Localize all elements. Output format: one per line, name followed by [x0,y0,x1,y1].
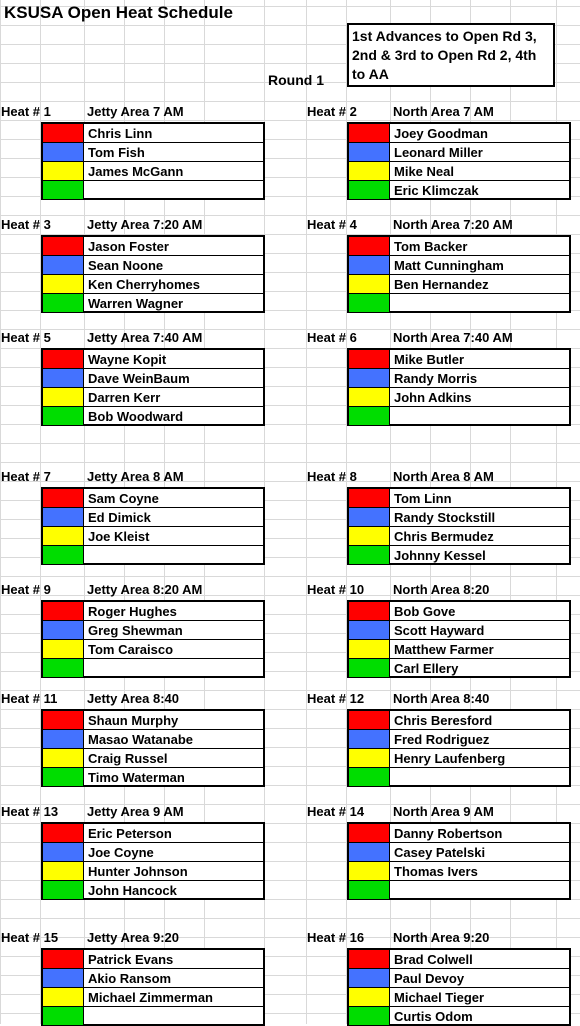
heat-area-time: North Area 9 AM [393,804,494,819]
surfer-name: Roger Hughes [88,604,177,619]
surfer-row [43,181,263,200]
jersey-color-swatch [349,988,390,1006]
surfer-row [43,1007,263,1026]
surfer-name: Thomas Ivers [394,864,478,879]
jersey-color-swatch [349,162,390,180]
surfer-row [43,350,263,369]
heat-roster [347,348,571,426]
heat-area-time: North Area 8 AM [393,469,494,484]
surfer-name: Michael Tieger [394,990,485,1005]
surfer-row [349,621,569,640]
surfer-name: Paul Devoy [394,971,465,986]
surfer-row [43,407,263,426]
jersey-color-swatch [43,407,84,425]
surfer-row [43,768,263,787]
surfer-row [349,369,569,388]
surfer-row [43,162,263,181]
jersey-color-swatch [349,181,390,199]
surfer-row [349,275,569,294]
surfer-row [349,294,569,313]
jersey-color-swatch [349,256,390,274]
surfer-row [43,950,263,969]
surfer-name: Casey Patelski [394,845,486,860]
heat-number: Heat # 10 [307,582,365,597]
jersey-color-swatch [349,388,390,406]
surfer-row [43,388,263,407]
heat-area-time: North Area 7 AM [393,104,494,119]
surfer-row [349,489,569,508]
jersey-color-swatch [43,824,84,842]
jersey-color-swatch [43,969,84,987]
jersey-color-swatch [349,768,390,786]
heat-roster [41,348,265,426]
surfer-name: Sean Noone [88,258,164,273]
surfer-name: Randy Stockstill [394,510,496,525]
surfer-name: Bob Gove [394,604,456,619]
jersey-color-swatch [349,969,390,987]
heat-roster [41,235,265,313]
jersey-color-swatch [43,143,84,161]
surfer-name: Mike Neal [394,164,454,179]
surfer-row [349,143,569,162]
heat-number: Heat # 3 [1,217,51,232]
surfer-row [349,659,569,678]
surfer-name: Mike Butler [394,352,465,367]
surfer-row [349,602,569,621]
surfer-row [349,407,569,426]
jersey-color-swatch [43,730,84,748]
heat-area-time: Jetty Area 7:40 AM [87,330,203,345]
surfer-name: Ben Hernandez [394,277,489,292]
surfer-name: Tom Backer [394,239,468,254]
surfer-name: John Hancock [88,883,177,898]
heat-header [1,216,202,234]
jersey-color-swatch [349,749,390,767]
jersey-color-swatch [43,1007,84,1025]
heat-area-time: North Area 7:20 AM [393,217,513,232]
heat-area-time: Jetty Area 7:20 AM [87,217,203,232]
jersey-color-swatch [349,124,390,142]
surfer-name: Joey Goodman [394,126,488,141]
jersey-color-swatch [349,546,390,564]
surfer-row [349,881,569,900]
jersey-color-swatch [43,350,84,368]
heat-number: Heat # 16 [307,930,365,945]
surfer-row [349,768,569,787]
jersey-color-swatch [43,749,84,767]
surfer-name: Johnny Kessel [394,548,486,563]
surfer-row [43,369,263,388]
jersey-color-swatch [349,824,390,842]
heat-roster [347,122,571,200]
heat-number: Heat # 13 [1,804,59,819]
jersey-color-swatch [349,294,390,312]
surfer-row [43,881,263,900]
surfer-row [349,350,569,369]
jersey-color-swatch [43,768,84,786]
jersey-color-swatch [349,237,390,255]
jersey-color-swatch [349,602,390,620]
surfer-name: Tom Linn [394,491,452,506]
surfer-row [43,711,263,730]
jersey-color-swatch [43,843,84,861]
heat-header [1,329,202,347]
heat-header [307,216,513,234]
surfer-row [43,824,263,843]
round-label: Round 1 [268,72,324,88]
surfer-row [349,256,569,275]
jersey-color-swatch [349,143,390,161]
surfer-name: Warren Wagner [88,296,184,311]
surfer-name: Matt Cunningham [394,258,504,273]
surfer-row [349,181,569,200]
surfer-name: Tom Fish [88,145,145,160]
heat-header [307,468,494,486]
surfer-name: Masao Watanabe [88,732,193,747]
heat-number: Heat # 1 [1,104,51,119]
jersey-color-swatch [349,640,390,658]
surfer-row [349,950,569,969]
heat-roster [347,709,571,787]
heat-roster [347,822,571,900]
heat-number: Heat # 5 [1,330,51,345]
surfer-row [43,294,263,313]
jersey-color-swatch [43,508,84,526]
surfer-name: Akio Ransom [88,971,172,986]
jersey-color-swatch [349,659,390,677]
surfer-name: Randy Morris [394,371,478,386]
jersey-color-swatch [349,881,390,899]
jersey-color-swatch [349,950,390,968]
heat-roster [347,487,571,565]
surfer-name: Patrick Evans [88,952,174,967]
surfer-row [349,1007,569,1026]
jersey-color-swatch [43,256,84,274]
jersey-color-swatch [43,162,84,180]
surfer-name: Fred Rodriguez [394,732,490,747]
surfer-row [43,640,263,659]
jersey-color-swatch [43,181,84,199]
surfer-name: Joe Coyne [88,845,154,860]
surfer-row [43,749,263,768]
jersey-color-swatch [349,350,390,368]
jersey-color-swatch [43,640,84,658]
jersey-color-swatch [43,950,84,968]
jersey-color-swatch [43,275,84,293]
surfer-row [349,527,569,546]
surfer-name: Brad Colwell [394,952,473,967]
jersey-color-swatch [43,294,84,312]
surfer-name: Eric Klimczak [394,183,479,198]
jersey-color-swatch [43,527,84,545]
jersey-color-swatch [349,489,390,507]
heat-number: Heat # 12 [307,691,365,706]
surfer-name: Hunter Johnson [88,864,188,879]
jersey-color-swatch [43,711,84,729]
jersey-color-swatch [43,489,84,507]
heat-header [1,929,179,947]
surfer-row [43,237,263,256]
heat-area-time: North Area 8:40 [393,691,490,706]
surfer-name: Ed Dimick [88,510,151,525]
heat-area-time: North Area 8:20 [393,582,490,597]
surfer-name: Chris Linn [88,126,153,141]
surfer-name: Chris Bermudez [394,529,494,544]
heat-roster [347,235,571,313]
jersey-color-swatch [43,602,84,620]
heat-header [307,929,489,947]
heat-area-time: North Area 7:40 AM [393,330,513,345]
surfer-row [349,969,569,988]
heat-area-time: North Area 9:20 [393,930,490,945]
surfer-name: Eric Peterson [88,826,172,841]
surfer-row [349,640,569,659]
surfer-name: Greg Shewman [88,623,183,638]
surfer-name: Joe Kleist [88,529,150,544]
jersey-color-swatch [43,659,84,677]
surfer-row [43,143,263,162]
jersey-color-swatch [43,862,84,880]
surfer-row [349,988,569,1007]
heat-header [1,581,202,599]
heat-number: Heat # 7 [1,469,51,484]
heat-header [1,468,184,486]
surfer-row [43,969,263,988]
heat-header [307,690,489,708]
advance-note: 1st Advances to Open Rd 3, 2nd & 3rd to Open Rd 2, 4th to AA [347,23,555,87]
surfer-row [349,730,569,749]
surfer-name: Henry Laufenberg [394,751,506,766]
jersey-color-swatch [349,407,390,425]
jersey-color-swatch [349,862,390,880]
heat-number: Heat # 14 [307,804,365,819]
surfer-name: Darren Kerr [88,390,161,405]
surfer-name: Timo Waterman [88,770,185,785]
surfer-name: Leonard Miller [394,145,483,160]
surfer-row [43,659,263,678]
surfer-row [43,602,263,621]
heat-header [1,103,184,121]
heat-header [1,803,184,821]
heat-area-time: Jetty Area 8:40 [87,691,180,706]
surfer-row [349,824,569,843]
surfer-row [349,388,569,407]
surfer-name: Chris Beresford [394,713,493,728]
heat-header [307,103,494,121]
surfer-name: Carl Ellery [394,661,459,676]
surfer-name: Dave WeinBaum [88,371,190,386]
heat-roster [41,709,265,787]
surfer-row [43,124,263,143]
heat-area-time: Jetty Area 8 AM [87,469,184,484]
surfer-row [349,237,569,256]
jersey-color-swatch [349,527,390,545]
surfer-row [43,730,263,749]
jersey-color-swatch [349,843,390,861]
jersey-color-swatch [349,1007,390,1025]
surfer-row [43,843,263,862]
surfer-name: Craig Russel [88,751,168,766]
surfer-name: Sam Coyne [88,491,159,506]
surfer-row [43,988,263,1007]
heat-roster [41,600,265,678]
surfer-row [349,711,569,730]
surfer-row [349,508,569,527]
surfer-name: Tom Caraisco [88,642,174,657]
surfer-name: Jason Foster [88,239,169,254]
surfer-name: Michael Zimmerman [88,990,213,1005]
heat-number: Heat # 15 [1,930,59,945]
page-title: KSUSA Open Heat Schedule [4,3,233,22]
jersey-color-swatch [349,621,390,639]
jersey-color-swatch [43,388,84,406]
heat-header [307,803,494,821]
surfer-name: Scott Hayward [394,623,485,638]
heat-number: Heat # 11 [1,691,58,706]
heat-number: Heat # 2 [307,104,357,119]
surfer-name: Danny Robertson [394,826,503,841]
surfer-row [43,508,263,527]
surfer-name: Matthew Farmer [394,642,494,657]
jersey-color-swatch [43,237,84,255]
surfer-row [349,546,569,565]
surfer-name: James McGann [88,164,184,179]
heat-number: Heat # 8 [307,469,357,484]
jersey-color-swatch [43,988,84,1006]
heat-roster [41,122,265,200]
heat-header [307,581,489,599]
jersey-color-swatch [43,881,84,899]
surfer-name: Ken Cherryhomes [88,277,200,292]
heat-header [307,329,513,347]
heat-area-time: Jetty Area 7 AM [87,104,184,119]
surfer-name: Shaun Murphy [88,713,179,728]
surfer-row [349,162,569,181]
surfer-row [349,862,569,881]
jersey-color-swatch [43,124,84,142]
heat-number: Heat # 9 [1,582,51,597]
surfer-row [43,621,263,640]
surfer-row [349,749,569,768]
jersey-color-swatch [43,546,84,564]
surfer-row [43,256,263,275]
jersey-color-swatch [43,621,84,639]
heat-roster [347,948,571,1026]
heat-number: Heat # 6 [307,330,357,345]
heat-area-time: Jetty Area 9:20 [87,930,180,945]
heat-area-time: Jetty Area 8:20 AM [87,582,203,597]
surfer-name: Curtis Odom [394,1009,473,1024]
jersey-color-swatch [43,369,84,387]
jersey-color-swatch [349,369,390,387]
heat-number: Heat # 4 [307,217,357,232]
heat-area-time: Jetty Area 9 AM [87,804,184,819]
jersey-color-swatch [349,730,390,748]
jersey-color-swatch [349,711,390,729]
surfer-row [349,843,569,862]
surfer-row [43,862,263,881]
surfer-row [43,546,263,565]
surfer-row [43,489,263,508]
surfer-row [43,275,263,294]
heat-roster [41,948,265,1026]
heat-header [1,690,179,708]
jersey-color-swatch [349,508,390,526]
surfer-row [43,527,263,546]
jersey-color-swatch [349,275,390,293]
heat-roster [41,487,265,565]
heat-roster [347,600,571,678]
surfer-name: Bob Woodward [88,409,184,424]
surfer-row [349,124,569,143]
surfer-name: Wayne Kopit [88,352,167,367]
surfer-name: John Adkins [394,390,472,405]
heat-roster [41,822,265,900]
